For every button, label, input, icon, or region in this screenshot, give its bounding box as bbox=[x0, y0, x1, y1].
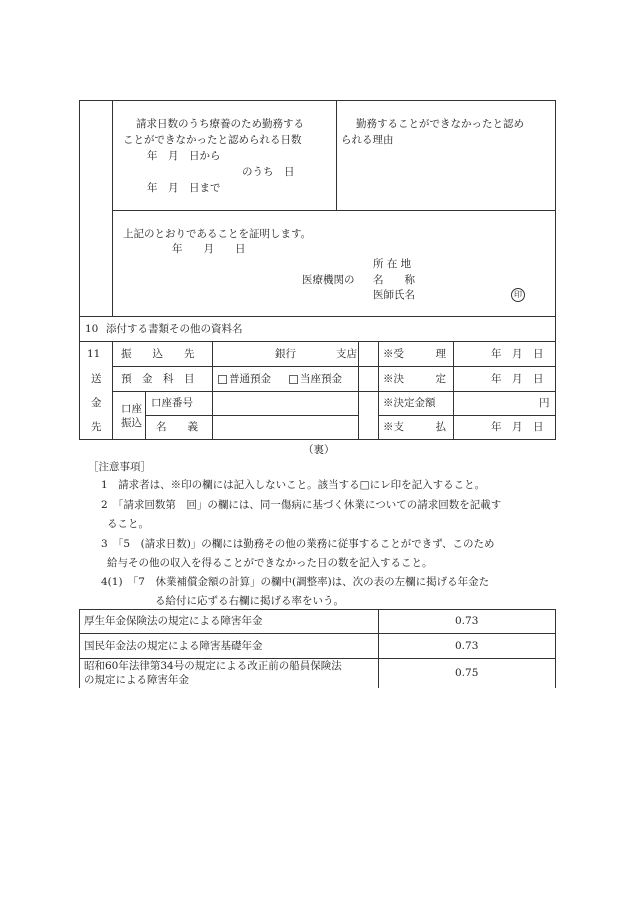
bank-label: 銀行 bbox=[275, 348, 296, 360]
rate-value-3: 0.75 bbox=[455, 667, 479, 679]
rate-pension-3-line1: 昭和60年法律第34号の規定による改正前の船員保険法 bbox=[84, 660, 342, 672]
seal-icon: 印 bbox=[511, 288, 525, 302]
note-item-2-cont: ること。 bbox=[107, 518, 149, 530]
inner-left-border bbox=[112, 100, 113, 317]
note-item-4: 4(1) 「7 休業補償金額の計算」の欄中(調整率)は、次の表の左欄に掲げる年金た bbox=[101, 576, 490, 588]
transfer-label: 振 込 先 bbox=[121, 348, 195, 360]
remittance-side-char-2: 金 bbox=[91, 397, 102, 409]
notes-header: ［注意事項］ bbox=[88, 461, 151, 473]
reason-label-line2: られる理由 bbox=[341, 134, 394, 146]
rate-table-top bbox=[79, 609, 556, 610]
days-bottom-border bbox=[112, 210, 556, 211]
cert-bottom-border bbox=[79, 316, 556, 317]
account-transfer-label-1: 口座 bbox=[121, 403, 142, 415]
days-reason-divider bbox=[336, 100, 337, 210]
remit-row-line-3a bbox=[145, 415, 358, 416]
amount-label: ※決定金額 bbox=[383, 397, 436, 409]
remit-col-4 bbox=[358, 341, 359, 440]
remit-row-line-2 bbox=[112, 391, 556, 392]
rate-table-row-line-1 bbox=[79, 633, 556, 634]
ordinary-deposit-label: 普通預金 bbox=[229, 373, 271, 385]
remit-bottom-border bbox=[79, 439, 556, 440]
receipt-label: ※受 理 bbox=[383, 348, 446, 360]
rate-value-1: 0.73 bbox=[455, 615, 479, 627]
attach-bottom-border bbox=[79, 341, 556, 342]
amount-yen: 円 bbox=[539, 397, 550, 409]
remit-col-1 bbox=[112, 341, 113, 440]
remit-col-6 bbox=[453, 341, 454, 440]
current-deposit-label: 当座預金 bbox=[300, 373, 342, 385]
remit-col-3 bbox=[212, 341, 213, 391]
decision-date: 年 月 日 bbox=[491, 373, 544, 385]
note-item-4-cont: る給付に応ずる右欄に掲げる率をいう。 bbox=[155, 595, 344, 607]
rate-table-left bbox=[79, 609, 80, 688]
rate-pension-3-line2: の規定による障害年金 bbox=[84, 674, 189, 686]
current-deposit-checkbox[interactable] bbox=[289, 375, 298, 384]
remittance-side-char-3: 先 bbox=[91, 421, 102, 433]
account-number-label: 口座番号 bbox=[151, 397, 193, 409]
remittance-number: 11 bbox=[87, 348, 101, 360]
note-item-3-cont: 給与その他の収入を得ることができなかった日の数を記入すること。 bbox=[107, 557, 433, 569]
institution-name-label: 名 称 bbox=[373, 274, 415, 286]
receipt-date: 年 月 日 bbox=[491, 348, 544, 360]
remit-row-line-3b bbox=[378, 415, 556, 416]
outer-left-border bbox=[79, 100, 80, 440]
remit-row-line-1 bbox=[112, 366, 556, 367]
doctor-name-label: 医師氏名 bbox=[373, 289, 415, 301]
back-label: （裏） bbox=[303, 444, 335, 456]
note-item-3: 3 「5 (請求日数)」の欄には勤務その他の業務に従事することができず、このため bbox=[101, 538, 495, 550]
remittance-side-char-1: 送 bbox=[91, 373, 102, 385]
attachments-number: 10 bbox=[85, 323, 99, 335]
reason-label-line1: 勤務することができなかったと認め bbox=[356, 118, 524, 130]
holder-label: 名 義 bbox=[156, 421, 198, 433]
of-which-days-field[interactable]: のうち 日 bbox=[242, 166, 295, 178]
days-label-line1: 請求日数のうち療養のため勤務する bbox=[136, 118, 304, 130]
from-date-field[interactable]: 年 月 日から bbox=[147, 150, 221, 162]
rate-pension-2: 国民年金法の規定による障害基礎年金 bbox=[84, 640, 263, 652]
institution-label: 医療機関の bbox=[302, 274, 355, 286]
decision-label: ※決 定 bbox=[383, 373, 446, 385]
certification-date-field[interactable]: 年 月 日 bbox=[172, 243, 246, 255]
outer-right-border bbox=[555, 100, 556, 440]
attachments-label: 添付する書類その他の資料名 bbox=[106, 323, 243, 335]
note-item-2: 2 「請求回数第 回」の欄には、同一傷病に基づく休業についての請求回数を記載す bbox=[101, 499, 502, 511]
branch-label: 支店 bbox=[336, 348, 357, 360]
top-border bbox=[79, 100, 556, 101]
remit-col-5 bbox=[378, 341, 379, 440]
ordinary-deposit-checkbox[interactable] bbox=[218, 375, 227, 384]
address-label: 所 在 地 bbox=[373, 258, 412, 270]
deposit-label: 預 金 科 目 bbox=[121, 373, 195, 385]
payment-date: 年 月 日 bbox=[491, 421, 544, 433]
payment-label: ※支 払 bbox=[383, 421, 446, 433]
certification-statement: 上記のとおりであることを証明します。 bbox=[123, 228, 312, 240]
days-label-line2: ことができなかったと認められる日数 bbox=[123, 134, 302, 146]
note-item-1: 1 請求者は、※印の欄には記入しないこと。該当する□にレ印を記入すること。 bbox=[101, 479, 486, 491]
remit-col-3b bbox=[212, 391, 213, 440]
to-date-field[interactable]: 年 月 日まで bbox=[147, 182, 221, 194]
rate-table-right bbox=[555, 609, 556, 688]
account-transfer-label-2: 振込 bbox=[121, 417, 142, 429]
rate-table-divider bbox=[378, 609, 379, 688]
rate-pension-1: 厚生年金保険法の規定による障害年金 bbox=[84, 615, 263, 627]
remit-col-2 bbox=[145, 391, 146, 440]
rate-value-2: 0.73 bbox=[455, 640, 479, 652]
